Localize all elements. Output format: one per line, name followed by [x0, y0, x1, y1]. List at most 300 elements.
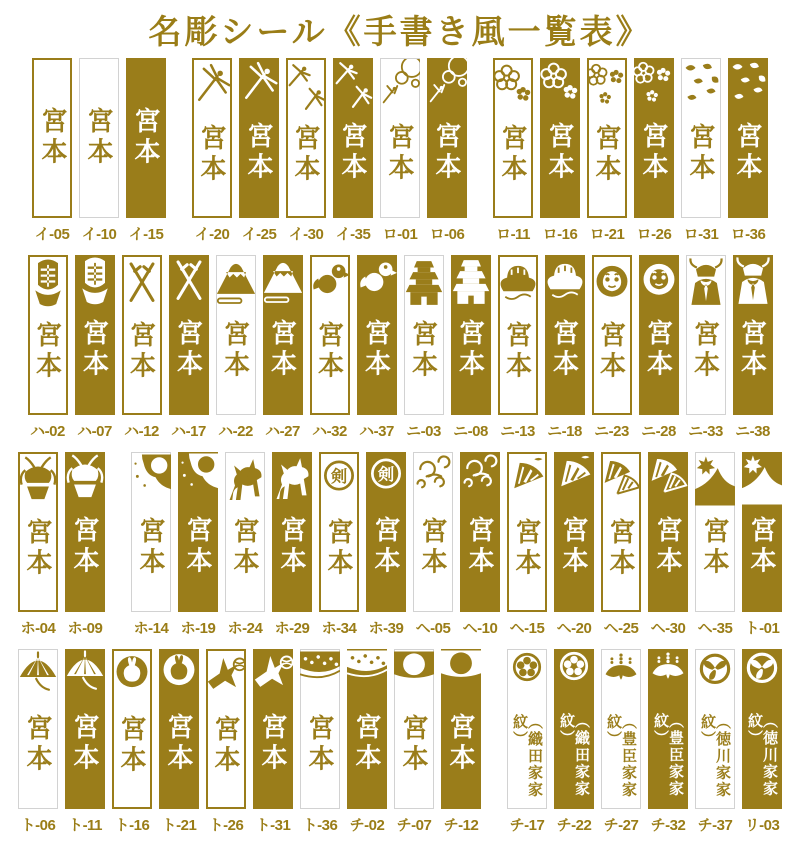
- design-cell: [394, 649, 434, 835]
- seal-strip-チ-22: [554, 649, 594, 809]
- dragonfly-icon: [192, 60, 232, 114]
- strip-code-label: ト-01: [744, 620, 780, 637]
- sword-seal-icon: [319, 454, 359, 508]
- crossed-shinai-icon: [169, 255, 209, 309]
- horse-icon: [225, 453, 265, 507]
- strip-name-text: 宮本: [606, 518, 636, 580]
- crossed-shinai-icon: [122, 257, 162, 311]
- seal-strip-ヘ-30: [648, 452, 688, 612]
- strip-group: [32, 58, 166, 244]
- strip-name-text: 宮本: [747, 516, 777, 578]
- strip-code-label: チ-27: [603, 817, 639, 834]
- design-cell: [272, 452, 312, 638]
- design-cell: [742, 649, 782, 835]
- strip-name-text: （徳川家家紋）: [746, 713, 778, 797]
- strip-name-text: 宮本: [338, 122, 368, 184]
- strip-code-label: ホ-34: [321, 620, 357, 637]
- seal-strip-ホ-34: [319, 452, 359, 612]
- strip-name-text: 宮本: [686, 123, 716, 185]
- strip-name-text: 宮本: [455, 319, 486, 381]
- design-cell: [507, 452, 547, 638]
- strip-name-text: 宮本: [737, 319, 768, 381]
- seal-strip-ホ-09: [65, 452, 105, 612]
- strip-name-text: 宮本: [643, 319, 674, 381]
- strip-name-text: 宮本: [258, 713, 288, 775]
- strip-name-text: 宮本: [596, 321, 627, 383]
- strip-group: [493, 58, 768, 244]
- seal-strip-イ-15: [126, 58, 166, 218]
- strip-name-text: 宮本: [136, 517, 166, 579]
- strip-code-label: ハ-12: [124, 423, 159, 440]
- strip-code-label: ホ-29: [274, 620, 310, 637]
- seal-strip-ヘ-15: [507, 452, 547, 612]
- strip-code-label: ハ-32: [312, 423, 347, 440]
- dragonfly-icon: [239, 58, 279, 112]
- strip-code-label: ロ-16: [542, 226, 578, 243]
- strip-name-text: 宮本: [361, 319, 392, 381]
- strip-name-text: 宮本: [173, 319, 204, 381]
- design-cell: [634, 58, 674, 244]
- strip-name-text: 宮本: [244, 122, 274, 184]
- design-cell: [169, 255, 209, 441]
- seal-strip-ヘ-05: [413, 452, 453, 612]
- strip-code-label: ロ-31: [683, 226, 719, 243]
- design-cell: [404, 255, 444, 441]
- seal-strip-ロ-01: [380, 58, 420, 218]
- strip-name-text: 宮本: [70, 516, 100, 578]
- moon-rabbit-icon: [112, 651, 152, 705]
- seal-strip-ト-01: [742, 452, 782, 612]
- seal-strip-ヘ-10: [460, 452, 500, 612]
- tokugawa-crest-icon: [742, 649, 782, 703]
- strip-name-text: 宮本: [32, 321, 63, 383]
- strip-name-text: 宮本: [733, 122, 763, 184]
- design-cell: [32, 58, 72, 244]
- strip-code-label: ニ-18: [547, 423, 582, 440]
- strip-name-text: 宮本: [84, 107, 114, 169]
- seal-strip-イ-05: [32, 58, 72, 218]
- strip-name-text: 宮本: [131, 107, 161, 169]
- strip-code-label: ニ-33: [688, 423, 723, 440]
- seal-strip-イ-10: [79, 58, 119, 218]
- design-cell: [601, 649, 641, 835]
- strip-code-label: ホ-39: [368, 620, 404, 637]
- strip-code-label: チ-37: [697, 817, 733, 834]
- strip-code-label: ト-06: [20, 817, 56, 834]
- strip-code-label: ハ-17: [171, 423, 206, 440]
- design-cell: [192, 58, 232, 244]
- strip-code-label: ハ-07: [77, 423, 112, 440]
- seal-strip-ト-36: [300, 649, 340, 809]
- strip-code-label: チ-07: [396, 817, 432, 834]
- seal-strip-ハ-17: [169, 255, 209, 415]
- strip-name-text: 宮本: [700, 517, 730, 579]
- seal-strip-ニ-18: [545, 255, 585, 415]
- seal-strip-ホ-19: [178, 452, 218, 612]
- seal-strip-ニ-23: [592, 255, 632, 415]
- plum-blossom-icon: [540, 58, 580, 112]
- strip-name-text: 宮本: [639, 122, 669, 184]
- flower-band-icon: [300, 650, 340, 704]
- cherry-blossom-icon: [634, 58, 674, 112]
- strip-code-label: ニ-13: [500, 423, 535, 440]
- seal-strip-ヘ-35: [695, 452, 735, 612]
- strip-name-text: 宮本: [314, 321, 345, 383]
- tokugawa-crest-icon: [695, 650, 735, 704]
- strip-name-text: 宮本: [211, 715, 241, 777]
- design-cell: [648, 649, 688, 835]
- strip-group: [18, 649, 481, 835]
- strip-code-label: ト-26: [208, 817, 244, 834]
- plum-blossom-icon: [493, 60, 533, 114]
- strip-code-label: ハ-02: [30, 423, 65, 440]
- design-rows-container: [0, 58, 800, 846]
- kabuto-helmet-icon: [18, 454, 58, 508]
- seal-strip-ホ-24: [225, 452, 265, 612]
- karakusa-clouds-icon: [413, 453, 453, 507]
- mountain-maple-icon: [742, 452, 782, 506]
- design-cell: [216, 255, 256, 441]
- design-cell: [79, 58, 119, 244]
- sword-seal-icon: [366, 452, 406, 506]
- strip-name-text: 宮本: [592, 124, 622, 186]
- strip-code-label: ホ-19: [180, 620, 216, 637]
- fan-pair-icon: [601, 454, 641, 508]
- design-cell: [648, 452, 688, 638]
- strip-name-text: 宮本: [371, 516, 401, 578]
- strip-name-text: 宮本: [324, 518, 354, 580]
- dragonfly-pair-icon: [286, 60, 326, 114]
- seal-strip-ニ-33: [686, 255, 726, 415]
- design-row-4: [18, 649, 782, 835]
- seal-strip-チ-02: [347, 649, 387, 809]
- design-cell: [592, 255, 632, 441]
- fan-pair-icon: [648, 452, 688, 506]
- design-cell: [65, 452, 105, 638]
- mount-fuji-icon: [263, 255, 303, 309]
- seal-strip-ハ-22: [216, 255, 256, 415]
- strip-code-label: ロ-01: [382, 226, 418, 243]
- design-cell: [347, 649, 387, 835]
- strip-code-label: チ-12: [443, 817, 479, 834]
- flower-band-icon: [347, 649, 387, 703]
- strip-code-label: イ-10: [81, 226, 117, 243]
- strip-code-label: イ-15: [128, 226, 164, 243]
- design-row-2: [28, 255, 773, 441]
- design-cell: [380, 58, 420, 244]
- strip-code-label: ホ-24: [227, 620, 263, 637]
- origami-crane-icon: [253, 649, 293, 703]
- seal-strip-チ-27: [601, 649, 641, 809]
- design-cell: [225, 452, 265, 638]
- seal-strip-ハ-02: [28, 255, 68, 415]
- seal-strip-チ-07: [394, 649, 434, 809]
- strip-code-label: ト-31: [255, 817, 291, 834]
- strip-code-label: ト-11: [68, 817, 102, 834]
- design-cell: [413, 452, 453, 638]
- strip-group: [507, 649, 782, 835]
- mountain-maple-icon: [695, 453, 735, 507]
- seal-strip-イ-20: [192, 58, 232, 218]
- seal-strip-ホ-29: [272, 452, 312, 612]
- design-cell: [300, 649, 340, 835]
- seal-strip-イ-30: [286, 58, 326, 218]
- design-cell: [554, 452, 594, 638]
- seal-strip-ト-31: [253, 649, 293, 809]
- plover-bird-icon: [357, 255, 397, 309]
- seal-strip-ニ-38: [733, 255, 773, 415]
- strip-code-label: ヘ-25: [603, 620, 639, 637]
- svg-text:剣: 剣: [377, 465, 395, 484]
- karakusa-clouds-icon: [460, 452, 500, 506]
- origami-crane-icon: [206, 651, 246, 705]
- page-title: 名彫シール《手書き風一覧表》: [148, 13, 652, 50]
- strip-code-label: ニ-38: [735, 423, 770, 440]
- seal-strip-ハ-37: [357, 255, 397, 415]
- strip-code-label: リ-03: [744, 817, 780, 834]
- mount-fuji-icon: [216, 256, 256, 310]
- strip-name-text: 宮本: [549, 319, 580, 381]
- strip-name-text: （徳川家家紋）: [699, 714, 731, 798]
- design-cell: [639, 255, 679, 441]
- umbrella-icon: [18, 650, 58, 704]
- folding-fan-icon: [507, 454, 547, 508]
- strip-name-text: 宮本: [305, 714, 335, 776]
- strip-name-text: 宮本: [502, 321, 533, 383]
- seal-strip-ニ-28: [639, 255, 679, 415]
- seal-strip-ヘ-20: [554, 452, 594, 612]
- seal-strip-ホ-04: [18, 452, 58, 612]
- strip-name-text: 宮本: [385, 123, 415, 185]
- strip-group: [28, 255, 773, 441]
- seal-strip-ロ-11: [493, 58, 533, 218]
- strip-group: [131, 452, 782, 638]
- strip-code-label: イ-25: [241, 226, 277, 243]
- design-cell: [742, 452, 782, 638]
- strip-code-label: ヘ-05: [415, 620, 451, 637]
- design-cell: [310, 255, 350, 441]
- strip-name-text: 宮本: [498, 124, 528, 186]
- strip-code-label: ホ-14: [133, 620, 169, 637]
- strip-code-label: ホ-09: [67, 620, 103, 637]
- design-cell: [545, 255, 585, 441]
- seal-strip-ニ-08: [451, 255, 491, 415]
- design-cell: [122, 255, 162, 441]
- design-cell: [540, 58, 580, 244]
- seal-strip-ロ-06: [427, 58, 467, 218]
- strip-code-label: イ-05: [34, 226, 70, 243]
- design-cell: [159, 649, 199, 835]
- design-cell: [460, 452, 500, 638]
- strip-name-text: 宮本: [23, 518, 53, 580]
- strip-name-text: 宮本: [418, 517, 448, 579]
- design-cell: [554, 649, 594, 835]
- design-cell: [681, 58, 721, 244]
- design-cell: [28, 255, 68, 441]
- design-cell: [286, 58, 326, 244]
- seal-strip-ハ-12: [122, 255, 162, 415]
- design-cell: [366, 452, 406, 638]
- design-cell: [686, 255, 726, 441]
- seal-strip-ト-21: [159, 649, 199, 809]
- plover-bird-icon: [310, 257, 350, 311]
- strip-code-label: チ-22: [556, 817, 592, 834]
- design-cell: [451, 255, 491, 441]
- strip-name-text: 宮本: [117, 715, 147, 777]
- strip-name-text: 宮本: [291, 124, 321, 186]
- rings-dragonfly-icon: [427, 58, 467, 112]
- strip-code-label: イ-35: [335, 226, 371, 243]
- seal-strip-チ-17: [507, 649, 547, 809]
- seal-strip-チ-32: [648, 649, 688, 809]
- strip-code-label: ロ-36: [730, 226, 766, 243]
- design-cell: [126, 58, 166, 244]
- strip-name-text: 宮本: [230, 517, 260, 579]
- strip-name-text: 宮本: [352, 713, 382, 775]
- strip-code-label: チ-32: [650, 817, 686, 834]
- strip-code-label: ヘ-15: [509, 620, 545, 637]
- umbrella-icon: [65, 649, 105, 703]
- strip-name-text: 宮本: [653, 516, 683, 578]
- sakura-petals-icon: [681, 59, 721, 113]
- sun-disc-icon: [441, 649, 481, 703]
- seal-strip-ト-16: [112, 649, 152, 809]
- kendo-mask-icon: [28, 257, 68, 311]
- strip-name-text: 宮本: [220, 320, 251, 382]
- strip-name-text: 宮本: [267, 319, 298, 381]
- strip-code-label: ト-21: [161, 817, 197, 834]
- strip-name-text: 宮本: [183, 516, 213, 578]
- strip-name-text: 宮本: [126, 321, 157, 383]
- strip-name-text: 宮本: [512, 518, 542, 580]
- design-cell: [178, 452, 218, 638]
- seal-strip-ニ-03: [404, 255, 444, 415]
- strip-group: [18, 452, 105, 638]
- seal-strip-ロ-16: [540, 58, 580, 218]
- oda-crest-icon: [554, 649, 594, 703]
- seal-strip-ロ-26: [634, 58, 674, 218]
- castle-icon: [451, 255, 491, 309]
- design-cell: [493, 58, 533, 244]
- strip-code-label: ロ-21: [589, 226, 625, 243]
- rings-dragonfly-icon: [380, 59, 420, 113]
- seal-strip-イ-35: [333, 58, 373, 218]
- strip-name-text: 宮本: [277, 516, 307, 578]
- seal-strip-チ-12: [441, 649, 481, 809]
- design-cell: [319, 452, 359, 638]
- seal-strip-リ-03: [742, 649, 782, 809]
- design-row-1: [32, 58, 768, 244]
- moon-silhouette-icon: [131, 453, 171, 507]
- seal-strip-ハ-32: [310, 255, 350, 415]
- daruma-icon: [639, 255, 679, 309]
- strip-name-text: （豊臣家家紋）: [652, 713, 684, 797]
- strip-name-text: 宮本: [23, 714, 53, 776]
- design-cell: [498, 255, 538, 441]
- pine-icon: [545, 255, 585, 309]
- seal-strip-ロ-36: [728, 58, 768, 218]
- design-cell: [75, 255, 115, 441]
- strip-name-text: 宮本: [545, 122, 575, 184]
- design-cell: [18, 452, 58, 638]
- cherry-blossom-icon: [587, 60, 627, 114]
- strip-code-label: チ-17: [509, 817, 545, 834]
- castle-icon: [404, 256, 444, 310]
- seal-strip-ト-06: [18, 649, 58, 809]
- svg-text:剣: 剣: [330, 467, 348, 486]
- seal-strip-ホ-39: [366, 452, 406, 612]
- strip-name-text: 宮本: [399, 714, 429, 776]
- design-cell: [357, 255, 397, 441]
- folding-fan-icon: [554, 452, 594, 506]
- design-cell: [427, 58, 467, 244]
- sakura-petals-icon: [728, 58, 768, 112]
- strip-code-label: ヘ-10: [462, 620, 498, 637]
- strip-name-text: 宮本: [197, 124, 227, 186]
- seal-strip-ロ-31: [681, 58, 721, 218]
- strip-name-text: （織田家家紋）: [511, 714, 543, 798]
- seal-strip-ロ-21: [587, 58, 627, 218]
- strip-code-label: ニ-23: [594, 423, 629, 440]
- pine-icon: [498, 257, 538, 311]
- daruma-icon: [592, 257, 632, 311]
- design-cell: [18, 649, 58, 835]
- strip-code-label: ホ-04: [20, 620, 56, 637]
- design-cell: [587, 58, 627, 244]
- strip-name-text: 宮本: [70, 713, 100, 775]
- kabuto-helmet-icon: [65, 452, 105, 506]
- strip-code-label: ニ-08: [453, 423, 488, 440]
- strip-name-text: 宮本: [465, 516, 495, 578]
- strip-code-label: ハ-27: [265, 423, 300, 440]
- strip-code-label: ニ-28: [641, 423, 676, 440]
- design-cell: [263, 255, 303, 441]
- design-cell: [239, 58, 279, 244]
- seal-strip-チ-37: [695, 649, 735, 809]
- design-cell: [601, 452, 641, 638]
- strip-code-label: ヘ-35: [697, 620, 733, 637]
- samurai-doll-icon: [686, 256, 726, 310]
- strip-code-label: ロ-26: [636, 226, 672, 243]
- sun-disc-icon: [394, 650, 434, 704]
- seal-strip-ハ-07: [75, 255, 115, 415]
- design-cell: [733, 255, 773, 441]
- strip-code-label: ニ-03: [406, 423, 441, 440]
- seal-strip-ト-26: [206, 649, 246, 809]
- strip-name-text: 宮本: [79, 319, 110, 381]
- design-cell: [695, 649, 735, 835]
- strip-name-text: （織田家家紋）: [558, 713, 590, 797]
- design-cell: [695, 452, 735, 638]
- design-cell: [112, 649, 152, 835]
- strip-group: [192, 58, 467, 244]
- design-cell: [206, 649, 246, 835]
- seal-strip-ホ-14: [131, 452, 171, 612]
- strip-code-label: ハ-22: [218, 423, 253, 440]
- design-cell: [253, 649, 293, 835]
- seal-strip-ヘ-25: [601, 452, 641, 612]
- strip-name-text: 宮本: [690, 320, 721, 382]
- strip-code-label: ヘ-30: [650, 620, 686, 637]
- seal-strip-ト-11: [65, 649, 105, 809]
- strip-name-text: 宮本: [408, 320, 439, 382]
- dragonfly-pair-icon: [333, 58, 373, 112]
- strip-name-text: 宮本: [432, 122, 462, 184]
- design-row-3: [18, 452, 782, 638]
- horse-icon: [272, 452, 312, 506]
- strip-name-text: 宮本: [446, 713, 476, 775]
- strip-code-label: ロ-06: [429, 226, 465, 243]
